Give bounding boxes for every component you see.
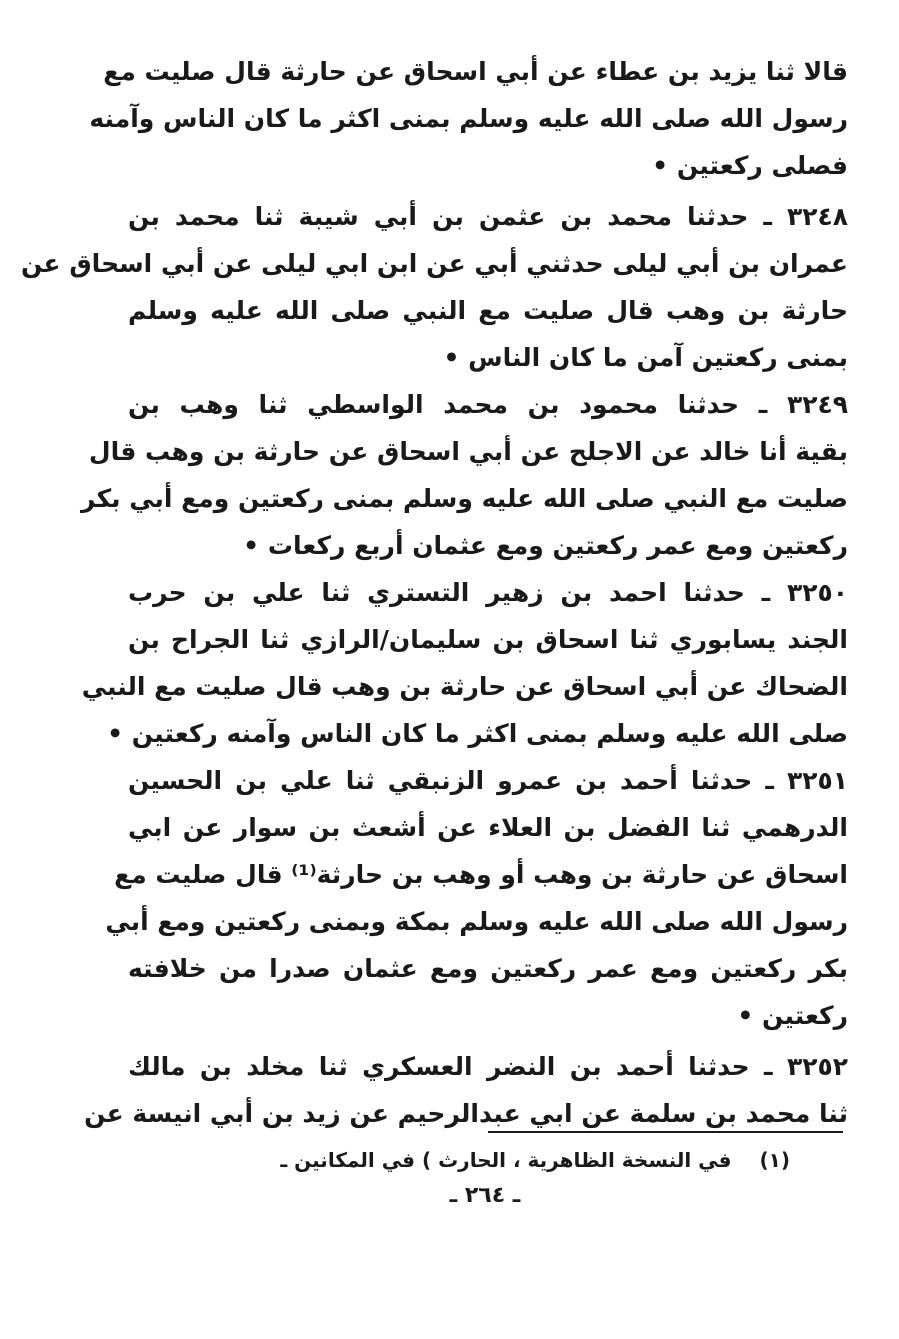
hadith-3248-start: ٣٢٤٨ ـ حدثنا محمد بن عثمن بن أبي شيبة ثنا محمد بن bbox=[128, 202, 848, 231]
text-line: صليت مع النبي صلى الله عليه وسلم بمنى ركعتين ومع أبي بكر bbox=[81, 484, 848, 513]
text-line: رسول الله صلى الله عليه وسلم بمنى اكثر ما كان الناس وآمنه bbox=[89, 104, 848, 133]
text-line: بكر ركعتين ومع عمر ركعتين ومع عثمان صدرا من خلافته bbox=[128, 954, 848, 983]
text-line: حارثة بن وهب قال صليت مع النبي صلى الله عليه وسلم bbox=[128, 296, 848, 325]
text-line: قالا ثنا يزيد بن عطاء عن أبي اسحاق عن حارثة قال صليت مع bbox=[103, 57, 848, 86]
footnote-divider bbox=[488, 1131, 843, 1133]
text-line: صلى الله عليه وسلم بمنى اكثر ما كان الناس وآمنه ركعتين • bbox=[107, 719, 848, 748]
text-line: فصلى ركعتين • bbox=[652, 151, 848, 180]
text-line: رسول الله صلى الله عليه وسلم بمكة وبمنى ركعتين ومع أبي bbox=[105, 907, 848, 936]
text-line: الجند يسابوري ثنا اسحاق بن سليمان/الرازي ثنا الجراح بن bbox=[128, 625, 848, 654]
text-line: الدرهمي ثنا الفضل بن العلاء عن أشعث بن سوار عن ابي bbox=[128, 813, 848, 842]
text-line: ركعتين • bbox=[737, 1001, 848, 1030]
hadith-3250-start: ٣٢٥٠ ـ حدثنا احمد بن زهير التستري ثنا علي بن حرب bbox=[128, 578, 848, 607]
text-line: اسحاق عن حارثة بن وهب أو وهب بن حارثة⁽¹⁾ قال صليت مع bbox=[114, 860, 848, 889]
footnote-number: (١) bbox=[759, 1148, 790, 1172]
text-line: بمنى ركعتين آمن ما كان الناس • bbox=[443, 343, 848, 372]
text-line: ركعتين ومع عمر ركعتين ومع عثمان أربع ركعات • bbox=[243, 531, 848, 560]
hadith-3251-start: ٣٢٥١ ـ حدثنا أحمد بن عمرو الزنبقي ثنا علي بن الحسين bbox=[128, 766, 848, 795]
page-number: ـ ٢٦٤ ـ bbox=[449, 1183, 521, 1208]
text-line: عمران بن أبي ليلى حدثني أبي عن ابن ابي ليلى عن أبي اسحاق عن bbox=[21, 249, 848, 278]
footnote bbox=[280, 1148, 790, 1172]
text-line: بقية أنا خالد عن الاجلح عن أبي اسحاق عن حارثة بن وهب قال bbox=[88, 437, 848, 466]
footnote-text: في النسخة الظاهرية ، الحارث ) في المكانين ـ bbox=[280, 1148, 732, 1172]
hadith-3249-start: ٣٢٤٩ ـ حدثنا محمود بن محمد الواسطي ثنا وهب بن bbox=[128, 390, 848, 419]
body-text bbox=[21, 48, 848, 1137]
text-line: الضحاك عن أبي اسحاق عن حارثة بن وهب قال صليت مع النبي bbox=[81, 672, 848, 701]
hadith-3252-start: ٣٢٥٢ ـ حدثنا أحمد بن النضر العسكري ثنا مخلد بن مالك bbox=[128, 1052, 848, 1081]
text-line: ثنا محمد بن سلمة عن ابي عبدالرحيم عن زيد بن أبي انيسة عن bbox=[84, 1099, 848, 1128]
